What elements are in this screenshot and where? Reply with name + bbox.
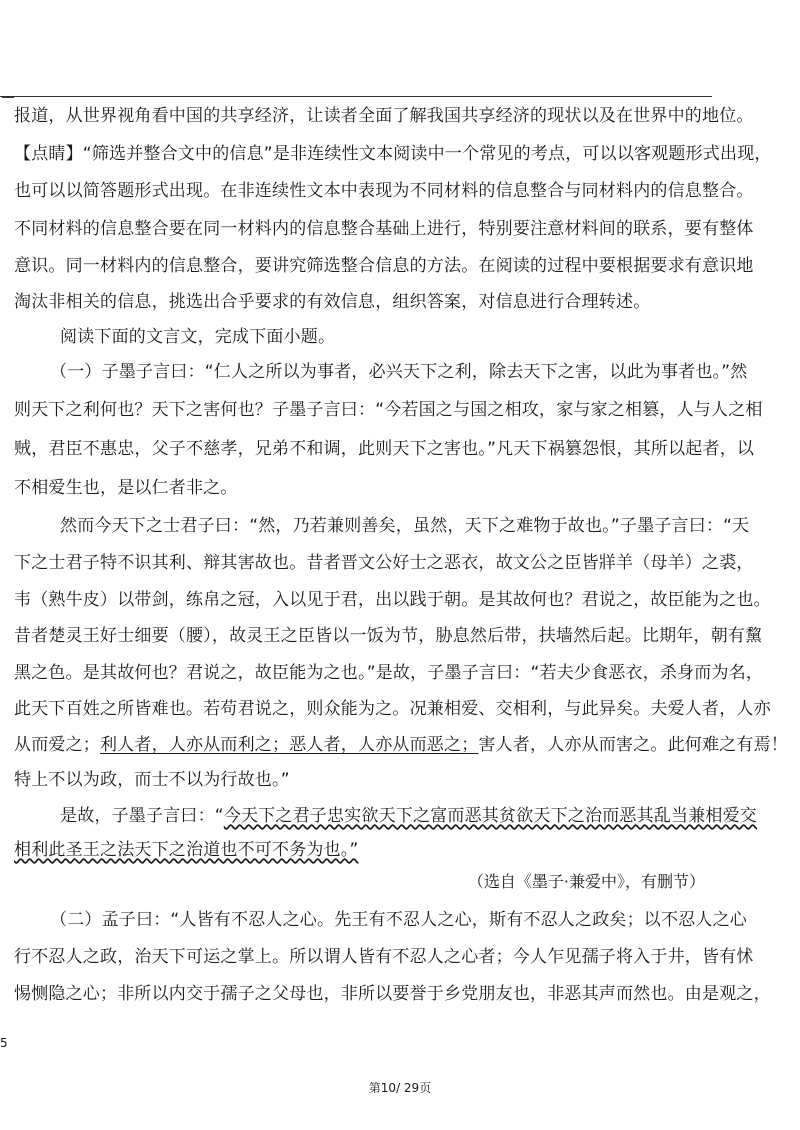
text-line: 惕恻隐之心；非所以内交于孺子之父母也，非所以要誉于乡党朋友也，非恶其声而然也。由是观之， [14,984,771,1004]
text-line: 下之士君子特不识其利、辩其害故也。昔者晋文公好士之恶衣，故文公之臣皆牂羊（母羊）之裘， [14,553,754,573]
text-line: （一）子墨子言曰：“仁人之所以为事者，必兴天下之利，除去天下之害，以此为事者也。”然 [50,362,748,382]
text-segment: 从而爱之； [14,735,100,755]
header-rule [0,96,712,97]
text-line: 黑之色。是其故何也？君说之，故臣能为之也。”是故，子墨子言曰：“若夫少食恶衣，杀身而为名， [14,663,764,683]
text-line: 行不忍人之政，治天下可运之掌上。所以谓人皆有不忍人之心者；今人乍见孺子将入于井，皆有怵 [14,947,754,967]
text-line-with-wavy-underline [14,838,359,862]
wavy-underlined-passage: 相利此圣王之法天下之治道也不可不务为也。” [14,840,359,860]
text-line: （二）孟子曰：“人皆有不忍人之心。先王有不忍人之心，斯有不忍人之政矣；以不忍人之心 [50,910,748,930]
text-segment: 是故，子墨子言曰：“ [60,806,224,826]
text-line: 淘汰非相关的信息，挑选出合乎要求的有效信息，组织答案，对信息进行合理转述。 [14,292,651,312]
margin-digit: 5 [0,1036,8,1050]
text-line: 阅读下面的文言文，完成下面小题。 [60,327,336,347]
text-line: 意识。同一材料内的信息整合，要讲究筛选整合信息的方法。在阅读的过程中要根据要求有意识地 [14,256,754,276]
text-line: 也可以以简答题形式出现。在非连续性文本中表现为不同材料的信息整合与同材料内的信息整合。 [14,181,754,201]
text-line-with-underline [14,733,788,757]
text-line: 贼，君臣不惠忠，父子不慈孝，兄弟不和调，此则天下之害也。”凡天下祸篡怨恨，其所以起者，以 [14,439,755,459]
text-line: 报道，从世界视角看中国的共享经济，让读者全面了解我国共享经济的现状以及在世界中的地位。 [14,106,754,126]
source-citation: （选自《墨子·兼爱中》，有删节） [467,872,705,891]
text-line: 特上不以为政，而士不以为行故也。” [14,770,290,790]
text-line: 不同材料的信息整合要在同一材料内的信息整合基础上进行，特别要注意材料间的联系，要有整体 [14,219,754,239]
text-line: 此天下百姓之所皆难也。若苟君说之，则众能为之。况兼相爱、交相利，与此异矣。夫爱人者，人亦 [14,699,771,719]
underlined-sentence: 利人者，人亦从而利之；恶人者，人亦从而恶之； [100,735,479,755]
text-line: 韦（熟牛皮）以带剑，练帛之冠，入以见于君，出以践于朝。是其故何也？君说之，故臣能为之也。 [14,590,771,610]
text-line: 然而今天下之士君子曰：“然，乃若兼则善矣，虽然，天下之难物于故也。”子墨子言曰：“天 [60,516,750,536]
edge-mark [2,96,14,98]
wavy-underlined-passage: 今天下之君子忠实欲天下之富而恶其贫欲天下之治而恶其乱当兼相爱交 [223,806,758,826]
text-line: 则天下之利何也？天下之害何也？子墨子言曰：“今若国之与国之相攻，家与家之相篡，人与人之相 [14,400,763,420]
text-line: 昔者楚灵王好士细要（腰），故灵王之臣皆以一饭为节，胁息然后带，扶墙然后起。比期年，朝有黧 [14,626,763,646]
page-number: 第10/ 29页 [368,1081,432,1095]
text-line: 【点睛】“筛选并整合文中的信息”是非连续性文本阅读中一个常见的考点，可以以客观题形式出现， [14,144,772,164]
text-line-with-wavy-underline [60,804,757,828]
text-line: 不相爱生也，是以仁者非之。 [14,478,238,498]
text-segment: 害人者，人亦从而害之。此何难之有焉！ [478,735,789,755]
